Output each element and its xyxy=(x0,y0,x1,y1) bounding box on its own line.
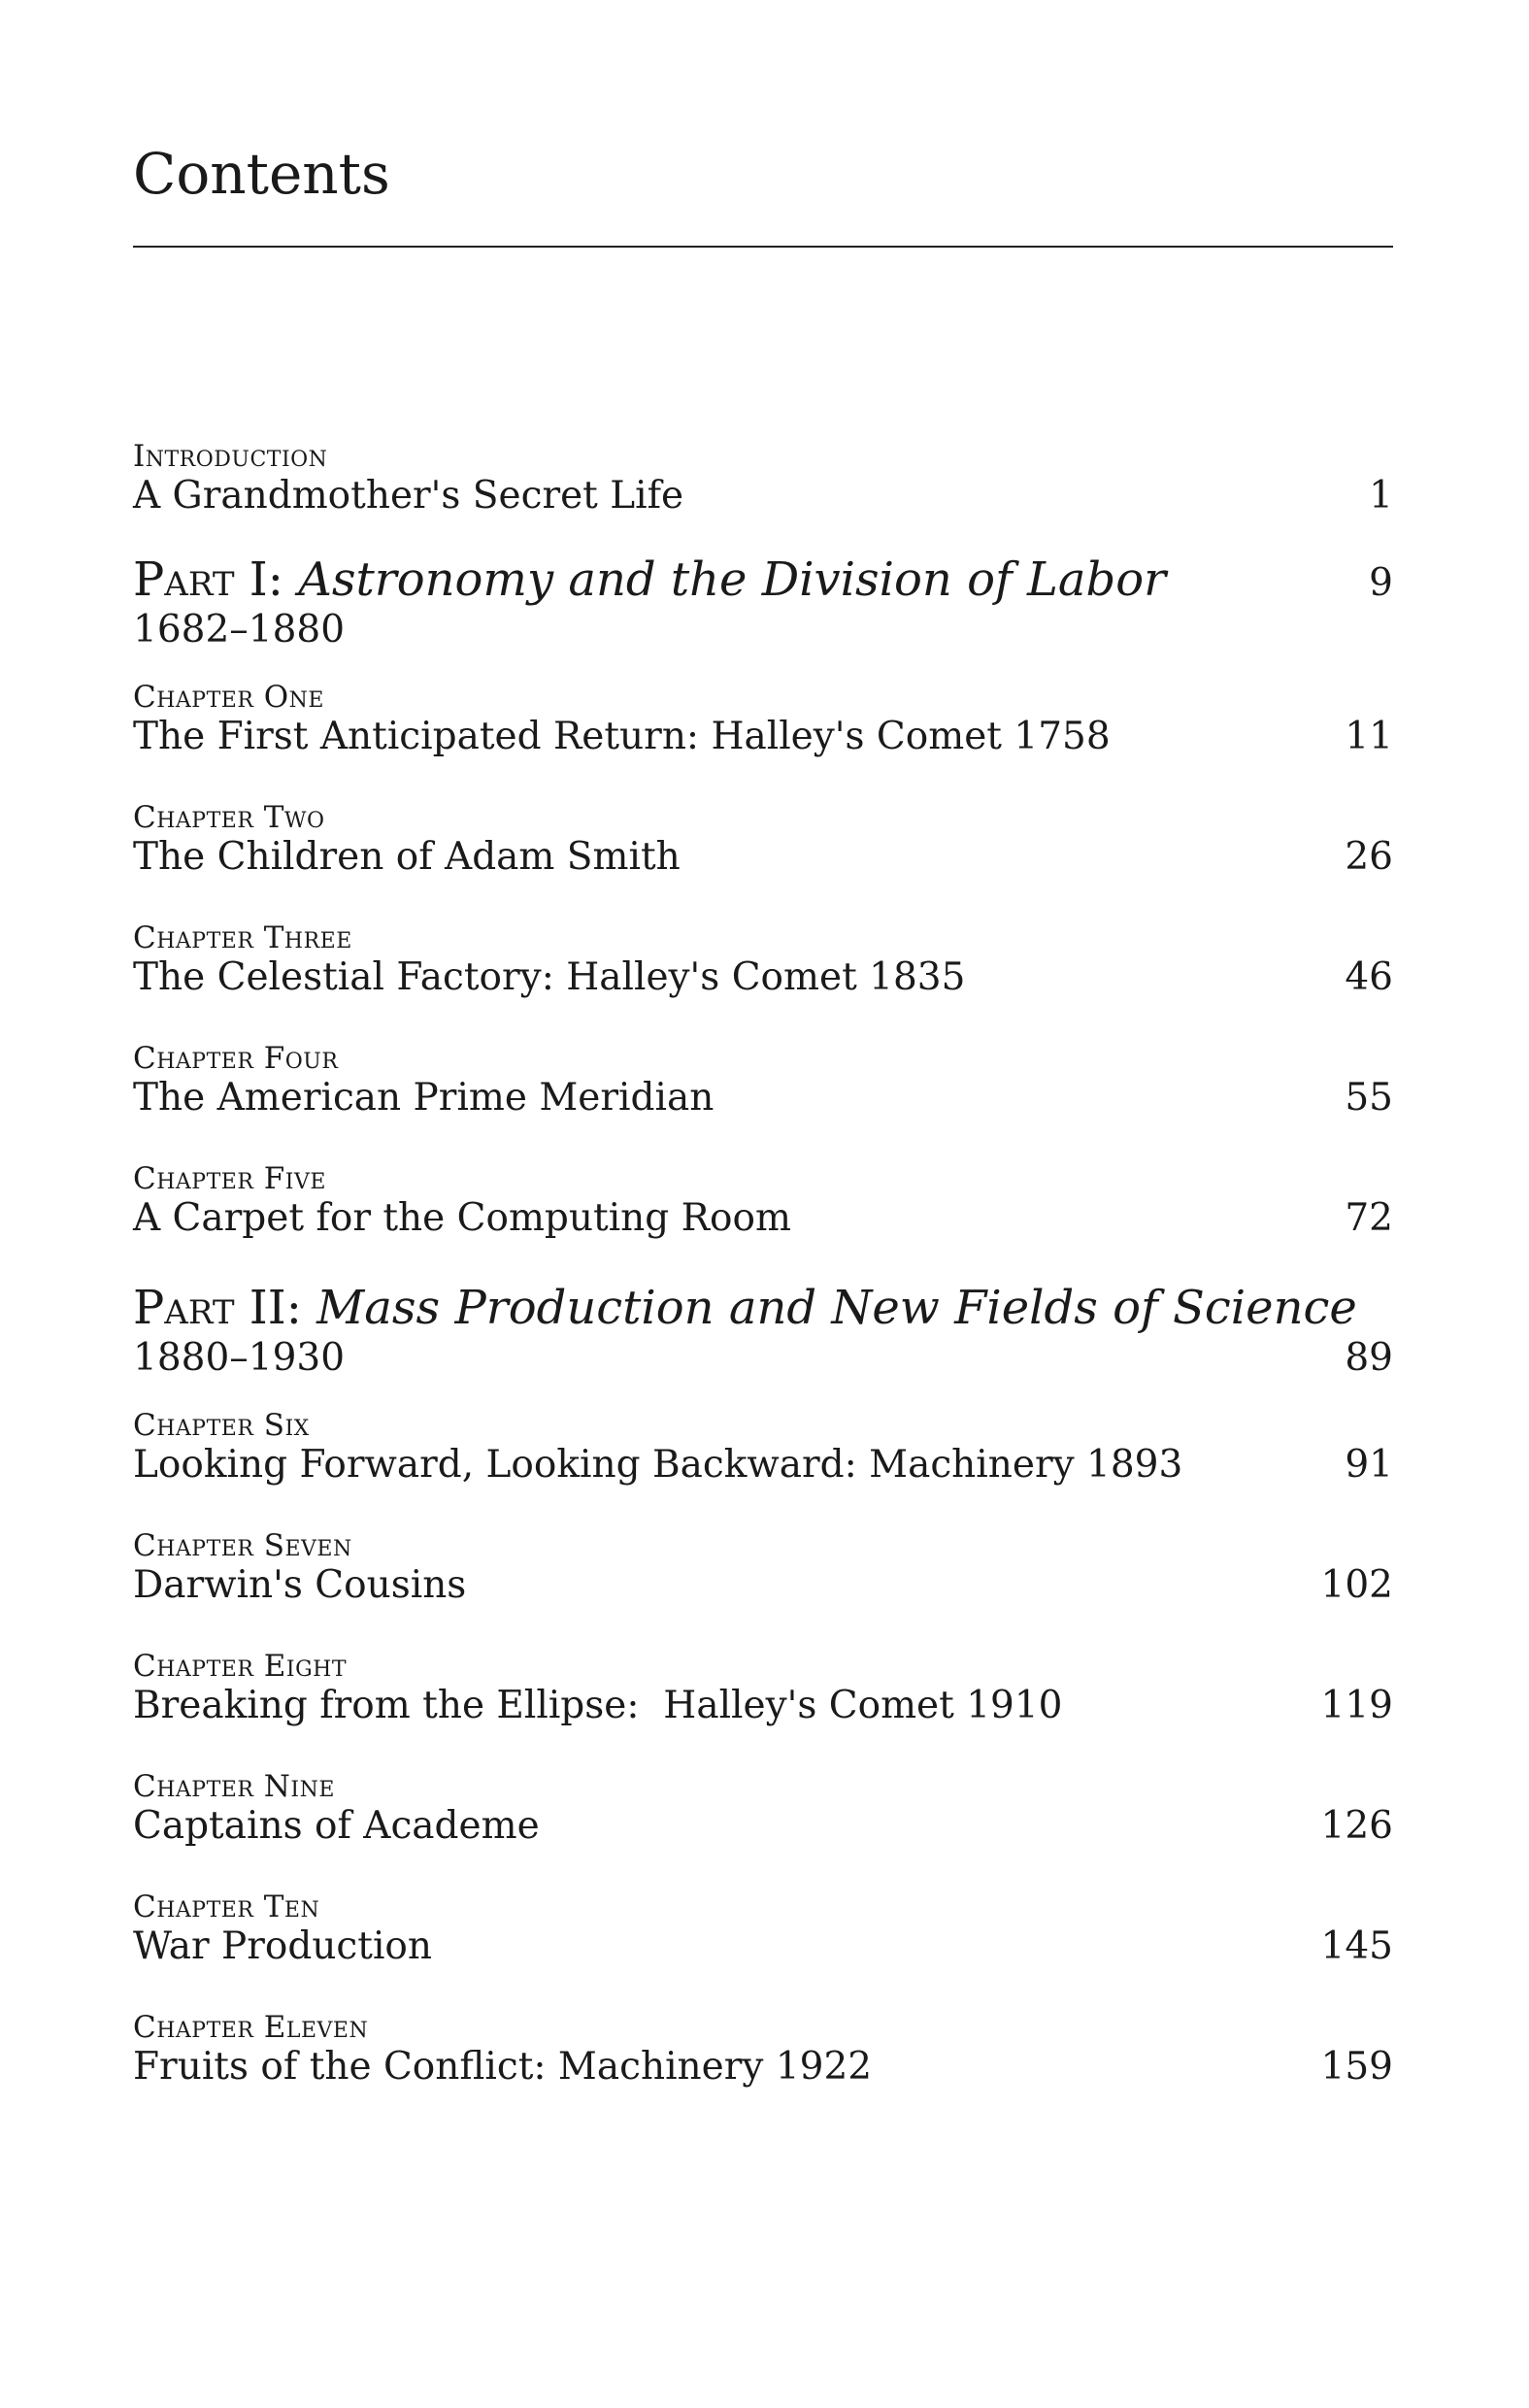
part-prefix: Part I: xyxy=(133,552,283,607)
entry-label: Introduction xyxy=(133,439,328,474)
entry-page-number: 145 xyxy=(1320,1924,1393,1968)
part-subject: Astronomy and the Division of Labor xyxy=(298,552,1167,607)
part-heading xyxy=(133,1281,1357,1335)
toc-entry-chapter[interactable] xyxy=(133,920,1393,1005)
entry-title: The American Prime Meridian xyxy=(133,1076,715,1120)
toc-entry-chapter[interactable] xyxy=(133,1892,1393,1974)
entry-title: The First Anticipated Return: Halley's Comet 1758 xyxy=(133,715,1111,758)
part-years: 1682–1880 xyxy=(133,608,346,652)
entry-title: Breaking from the Ellipse: Halley's Comet 1910 xyxy=(133,1684,1063,1727)
toc-entry-introduction[interactable] xyxy=(133,439,1393,523)
entry-title: Fruits of the Conflict: Machinery 1922 xyxy=(133,2045,873,2089)
entry-page-number: 46 xyxy=(1345,955,1393,999)
entry-page-number: 159 xyxy=(1320,2045,1393,2089)
entry-page-number: 1 xyxy=(1369,474,1393,518)
toc-entry-chapter[interactable] xyxy=(133,1161,1393,1246)
entry-label: Chapter Eight xyxy=(133,1649,348,1684)
part-page-number: 89 xyxy=(1345,1336,1393,1380)
table-of-contents xyxy=(133,439,1393,2094)
part-years: 1880–1930 xyxy=(133,1336,346,1380)
entry-label: Chapter Five xyxy=(133,1161,326,1196)
entry-title: The Celestial Factory: Halley's Comet 1835 xyxy=(133,955,966,999)
entry-title: Darwin's Cousins xyxy=(133,1563,467,1607)
entry-title: War Production xyxy=(133,1924,433,1968)
entry-title: The Children of Adam Smith xyxy=(133,835,681,879)
toc-entry-chapter[interactable] xyxy=(133,1528,1393,1613)
entry-label: Chapter Four xyxy=(133,1041,339,1076)
entry-page-number: 26 xyxy=(1345,835,1393,879)
title-divider xyxy=(133,246,1393,248)
entry-title: A Carpet for the Computing Room xyxy=(133,1196,791,1240)
entry-label: Chapter Six xyxy=(133,1408,310,1443)
toc-entry-chapter[interactable] xyxy=(133,1408,1393,1492)
entry-page-number: 72 xyxy=(1345,1196,1393,1240)
part-heading xyxy=(133,552,1167,607)
entry-page-number: 91 xyxy=(1345,1443,1393,1487)
entry-label: Chapter Ten xyxy=(133,1890,320,1924)
part-subject: Mass Production and New Fields of Science xyxy=(316,1281,1357,1335)
entry-page-number: 119 xyxy=(1320,1684,1393,1727)
entry-label: Chapter One xyxy=(133,680,324,715)
entry-page-number: 11 xyxy=(1345,715,1393,758)
toc-part-1[interactable] xyxy=(133,552,1393,655)
entry-label: Chapter Eleven xyxy=(133,2010,369,2045)
entry-title: A Grandmother's Secret Life xyxy=(133,474,684,518)
entry-label: Chapter Seven xyxy=(133,1528,352,1563)
entry-page-number: 102 xyxy=(1320,1563,1393,1607)
toc-entry-chapter[interactable] xyxy=(133,680,1393,764)
entry-label: Chapter Two xyxy=(133,800,325,835)
toc-entry-chapter[interactable] xyxy=(133,2010,1393,2094)
page-title: Contents xyxy=(133,141,390,207)
entry-title: Captains of Academe xyxy=(133,1804,540,1848)
entry-page-number: 126 xyxy=(1320,1804,1393,1848)
toc-entry-chapter[interactable] xyxy=(133,1769,1393,1854)
toc-entry-chapter[interactable] xyxy=(133,1649,1393,1733)
part-prefix: Part II: xyxy=(133,1281,302,1335)
toc-part-2[interactable] xyxy=(133,1281,1393,1384)
entry-label: Chapter Nine xyxy=(133,1769,335,1804)
toc-entry-chapter[interactable] xyxy=(133,800,1393,885)
toc-entry-chapter[interactable] xyxy=(133,1041,1393,1125)
entry-label: Chapter Three xyxy=(133,920,352,955)
entry-page-number: 55 xyxy=(1345,1076,1393,1120)
entry-title: Looking Forward, Looking Backward: Machinery 1893 xyxy=(133,1443,1183,1487)
part-page-number: 9 xyxy=(1369,561,1393,605)
